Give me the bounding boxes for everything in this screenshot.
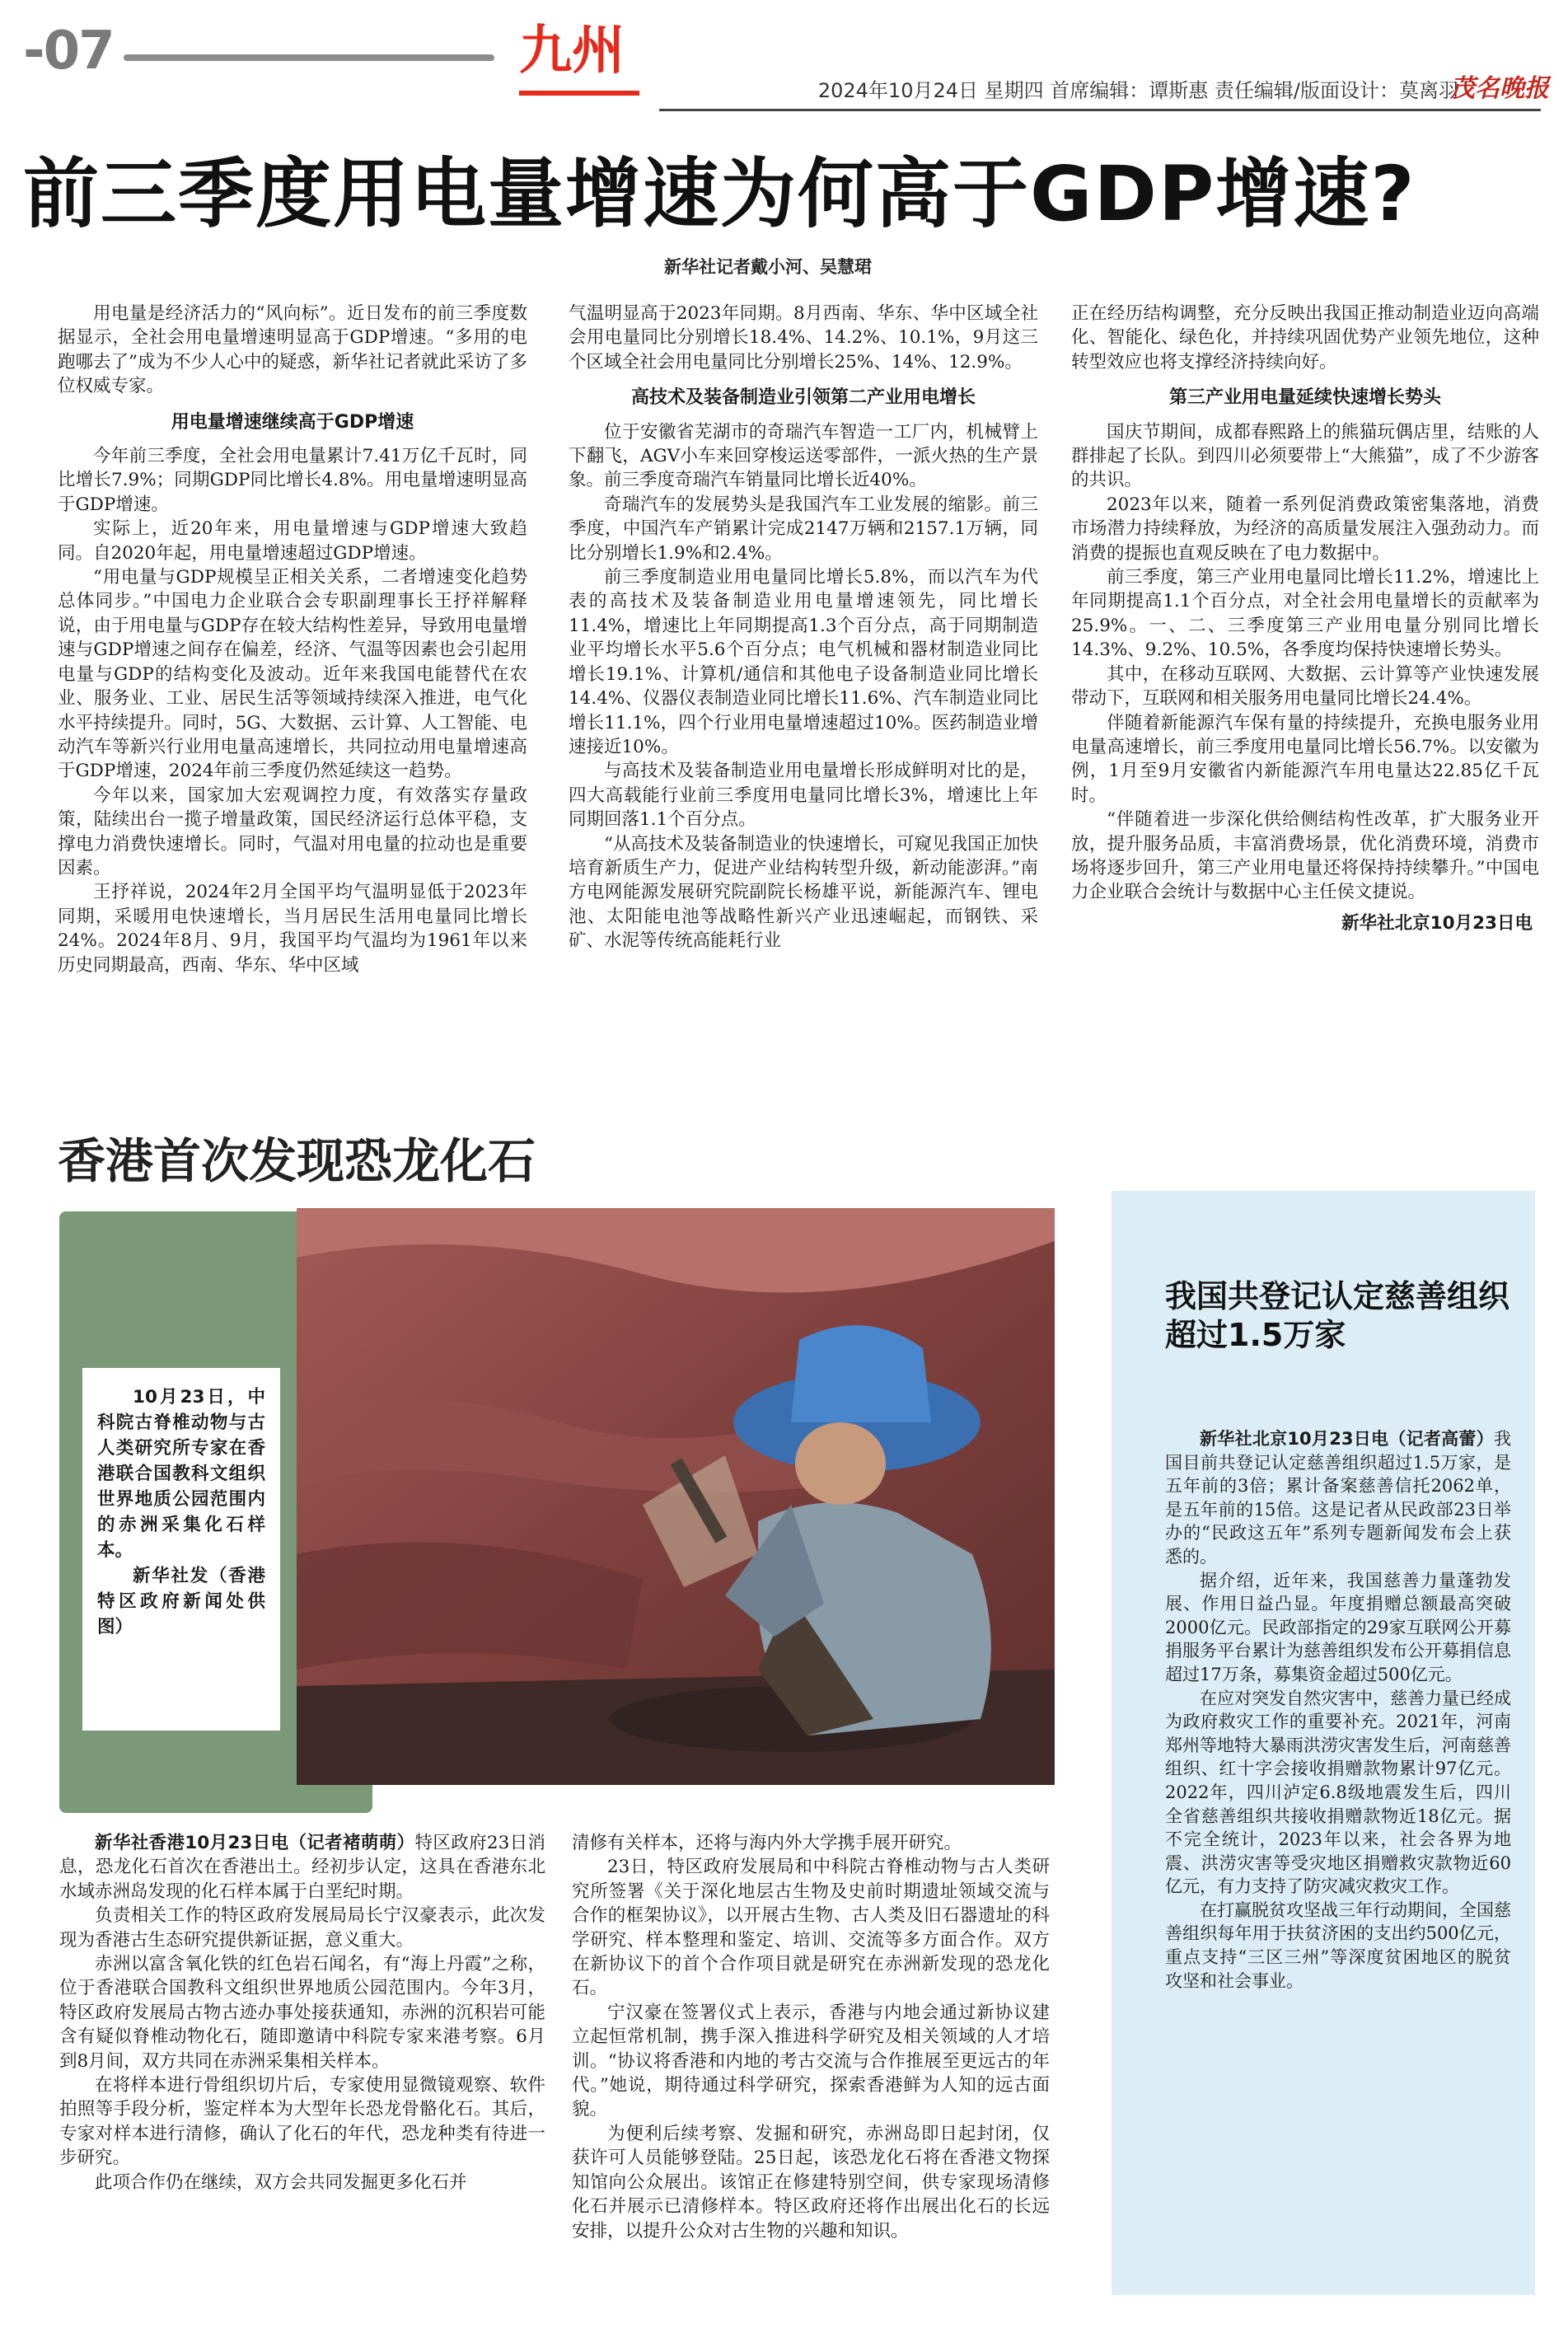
paragraph: 国庆节期间，成都春熙路上的熊猫玩偶店里，结账的人群排起了长队。到四川必须要带上“大熊猫”，成了不少游客的共识。: [1071, 421, 1539, 491]
paragraph: 伴随着新能源汽车保有量的持续提升，充换电服务业用电量高速增长，前三季度用电量同比增长56.7%。以安徽为例，1月至9月安徽省内新能源汽车用电量达22.85亿千瓦时。: [1071, 712, 1539, 806]
paragraph: 今年以来，国家加大宏观调控力度，有效落实存量政策，陆续出台一揽子增量政策，国民经济运行总体平稳，支撑电力消费快速增长。同时，气温对用电量的拉动也是重要因素。: [58, 785, 527, 878]
article3-paragraph: 在应对突发自然灾害中，慈善力量已经成为政府救灾工作的重要补充。2021年，河南郑州等地特大暴雨洪涝灾害发生后，河南慈善组织、红十字会接收捐赠款物累计97亿元。2022年，四川泸定6.8级地震发生后，四川全省慈善组织共接收捐赠款物近18亿元。据不完全统计，2023年以来，社会各界为地震、洪涝灾害等受灾地区捐赠救灾款物近60亿元，有力支持了防灾减灾救灾工作。: [1165, 1688, 1511, 1897]
article2-paragraph: 此项合作仍在继续，双方会共同发掘更多化石并: [95, 2171, 467, 2193]
article1-col2: [569, 302, 1038, 1060]
masthead-logo: 茂名晚报: [1450, 74, 1549, 103]
paragraph: 正在经历结构调整，充分反映出我国正推动制造业迈向高端化、智能化、绿色化，并持续巩固优势产业领先地位，这种转型效应也将支撑经济持续向好。: [1071, 303, 1539, 372]
paragraph: 前三季度，第三产业用电量同比增长11.2%，增速比上年同期提高1.1个百分点，对全社会用电量增长的贡献率为25.9%。一、二、三季度第三产业用电量分别同比增长14.3%、9.2%、10.5%，各季度均保持快速增长势头。: [1071, 567, 1539, 661]
section-label-text: 九州: [519, 20, 625, 82]
article1-col3: [1071, 302, 1539, 1060]
paragraph: 奇瑞汽车的发展势头是我国汽车工业发展的缩影。前三季度，中国汽车产销累计完成2147万辆和2157.1万辆，同比分别增长1.9%和2.4%。: [569, 494, 1038, 564]
paragraph: 为便利后续考察、发掘和研究，赤洲岛即日起封闭，仅获许可人员能够登陆。25日起，该恐龙化石将在香港文物探知馆向公众展出。该馆正在修建特别空间，供专家现场清修化石并展示已清修样本。特区政府还将作出展出化石的长远安排，以提升公众对古生物的兴趣和知识。: [572, 2123, 1050, 2241]
paragraph: 王抒祥说，2024年2月全国平均气温明显低于2023年同期，采暖用电快速增长，当月居民生活用电量同比增长24%。2024年8月、9月，我国平均气温均为1961年以来历史同期最高，西南、华东、华中区域: [58, 882, 527, 976]
paragraph: 气温明显高于2023年同期。8月西南、华东、华中区域全社会用电量同比分别增长18.4%、14.2%、10.1%，9月这三个区域全社会用电量同比分别增长25%、14%、12.9%。: [569, 303, 1038, 372]
article3-headline: 我国共登记认定慈善组织超过1.5万家: [1165, 1278, 1510, 1353]
paragraph: 宁汉豪在签署仪式上表示，香港与内地会通过新协议建立起恒常机制，携手深入推进科学研究及相关领域的人才培训。“协议将香港和内地的考古交流与合作推展至更远古的年代。”她说，期待通过科学研究，探索香港鲜为人知的远古面貌。: [572, 2002, 1050, 2120]
article1-col1: [58, 302, 527, 1060]
article3-paragraph: 据介绍，近年来，我国慈善力量蓬勃发展、作用日益凸显。年度捐赠总额最高突破2000亿元。民政部指定的29家互联网公开募捐服务平台累计为慈善组织发布公开募捐信息超过17万条，募集资金超过500亿元。: [1165, 1570, 1511, 1684]
caption-credit: 新华社发（香港特区政府新闻处供图）: [97, 1566, 265, 1637]
paragraph: 今年前三季度，全社会用电量累计7.41万亿千瓦时，同比增长7.9%；同期GDP同比增长4.8%。用电量增速明显高于GDP增速。: [58, 446, 527, 515]
article3-paragraph: 在打赢脱贫攻坚战三年行动期间，全国慈善组织每年用于扶贫济困的支出约500亿元，重点支持“三区三州”等深度贫困地区的脱贫攻坚和社会事业。: [1165, 1899, 1511, 1991]
article2-col1: [59, 1831, 545, 2317]
article2-lead-paragraph: [59, 1831, 545, 1904]
paragraph: 清修有关样本，还将与海内外大学携手展开研究。: [572, 1833, 962, 1853]
article1-byline: 新华社记者戴小河、吴慧珺: [664, 257, 872, 277]
photo-scientist-rock-icon: [297, 1208, 1055, 1785]
article2-paragraph: 在将样本进行骨组织切片后，专家使用显微镜观察、软件拍照等手段分析，鉴定样本为大型年长恐龙骨骼化石。其后，专家对样本进行清修，确认了化石的年代，恐龙种类有待进一步研究。: [59, 2075, 545, 2169]
header-rule: [124, 54, 494, 61]
dateline-signature: 新华社北京10月23日电: [1341, 912, 1533, 934]
subheading: 第三产业用电量延续快速增长势头: [1168, 387, 1441, 409]
section-label: [519, 20, 639, 107]
article2-dateline: 新华社香港10月23日电（记者褚萌萌）: [95, 1833, 415, 1853]
article3-lead-paragraph: [1165, 1427, 1511, 1569]
article2-col2: [572, 1831, 1050, 2317]
article2-paragraph: 负责相关工作的特区政府发展局局长宁汉豪表示，此次发现为香港古生态研究提供新证据，意义重大。: [59, 1905, 545, 1951]
paragraph: “伴随着进一步深化供给侧结构性改革，扩大服务业开放，提升服务品质，丰富消费场景，优化消费环境，消费市场将逐步回升，第三产业用电量还将保持持续攀升。”中国电力企业联合会统计与数据中心主任侯文捷说。: [1071, 809, 1539, 903]
paragraph: “从高技术及装备制造业的快速增长，可窥见我国正加快培育新质生产力，促进产业结构转型升级，新动能澎湃。”南方电网能源发展研究院副院长杨雄平说，新能源汽车、锂电池、太阳能电池等战略性新兴产业迅速崛起，而钢铁、采矿、水泥等传统高能耗行业: [569, 833, 1038, 952]
article2-headline: 香港首次发现恐龙化石: [58, 1133, 536, 1189]
article2-paragraph: 赤洲以富含氧化铁的红色岩石闻名，有“海上丹霞”之称，位于香港联合国教科文组织世界地质公园范围内。今年3月，特区政府发展局古物古迹办事处接获通知，赤洲的沉积岩可能含有疑似脊椎动物化石，随即邀请中科院专家来港考察。6月到8月间，双方共同在赤洲采集相关样本。: [59, 1954, 545, 2072]
subheading: 高技术及装备制造业引领第二产业用电增长: [630, 387, 976, 409]
article1-headline: 前三季度用电量增速为何高于GDP增速?: [23, 150, 1416, 238]
header-meta: 2024年10月24日 星期四 首席编辑：谭斯惠 责任编辑/版面设计：莫离羽: [817, 79, 1458, 102]
paragraph: “用电量与GDP规模呈正相关关系，二者增速变化趋势总体同步。”中国电力企业联合会专职副理事长王抒祥解释说，由于用电量与GDP存在较大结构性差异，导致用电量增速与GDP增速之间存在偏差，经济、气温等因素也会引起用电量与GDP的结构变化及波动。近年来我国电能替代在农业、服务业、工业、居民生活等领域持续深入推进，电气化水平持续提升。同时，5G、大数据、云计算、人工智能、电动汽车等新兴行业用电量高速增长，共同拉动用电量增速高于GDP增速，2024年前三季度仍然延续这一趋势。: [58, 567, 527, 782]
paragraph: 位于安徽省芜湖市的奇瑞汽车智造一工厂内，机械臂上下翻飞，AGV小车来回穿梭运送零部件，一派火热的生产景象。前三季度奇瑞汽车销量同比增长近40%。: [569, 421, 1038, 491]
subheading: 用电量增速继续高于GDP增速: [171, 411, 414, 433]
paragraph: 2023年以来，随着一系列促消费政策密集落地，消费市场潜力持续释放，为经济的高质量发展注入强劲动力。而消费的提振也直观反映在了电力数据中。: [1071, 494, 1539, 564]
article2-lead-text: 特区政府23日消息，恐龙化石首次在香港出土。经初步认定，这具在香港东北水域赤洲岛发现的化石样本属于白垩纪时期。: [59, 1833, 545, 1902]
paragraph: 前三季度制造业用电量同比增长5.8%，而以汽车为代表的高技术及装备制造业用电量增速领先，同比增长11.4%，增速比上年同期提高1.3个百分点，高于同期制造业平均增长水平5.6个百分点；电气机械和器材制造业同比增长19.1%、计算机/通信和其他电子设备制造业同比增长14.4%、仪器仪表制造业同比增长11.6%、汽车制造业同比增长11.1%，四个行业用电量增速超过10%。医药制造业增速接近10%。: [569, 567, 1038, 757]
paragraph: 23日，特区政府发展局和中科院古脊椎动物与古人类研究所签署《关于深化地层古生物及史前时期遗址领域交流与合作的框架协议》，以开展古生物、古人类及旧石器遗址的科学研究、样本整理和鉴定、培训、交流等多方面合作。双方在新协议下的首个合作项目就是研究在赤洲新发现的恐龙化石。: [572, 1857, 1050, 1999]
paragraph: 用电量是经济活力的“风向标”。近日发布的前三季度数据显示，全社会用电量增速明显高于GDP增速。“多用的电跑哪去了”成为不少人心中的疑惑，新华社记者就此采访了多位权威专家。: [58, 303, 527, 397]
article3-body: [1165, 1427, 1511, 2268]
paragraph: 实际上，近20年来，用电量增速与GDP增速大致趋同。自2020年起，用电量增速超过GDP增速。: [58, 518, 527, 564]
paragraph: 其中，在移动互联网、大数据、云计算等产业快速发展带动下，互联网和相关服务用电量同比增长24.4%。: [1071, 663, 1539, 710]
paragraph: 与高技术及装备制造业用电量增长形成鲜明对比的是，四大高载能行业前三季度用电量同比增长3%，增速比上年同期回落1.1个百分点。: [569, 761, 1038, 831]
page-number: -07: [23, 21, 114, 82]
article3-lead-text: 我国目前共登记认定慈善组织超过1.5万家，是五年前的3倍；累计备案慈善信托2062单，是五年前的15倍。这是记者从民政部23日举办的“民政这五年”系列专题新闻发布会上获悉的。: [1165, 1429, 1511, 1567]
photo-caption: [82, 1368, 280, 1731]
article3-dateline: 新华社北京10月23日电（记者高蕾）: [1200, 1429, 1494, 1449]
caption-text: 10月23日，中科院古脊椎动物与古人类研究所专家在香港联合国教科文组织世界地质公园范围内的赤洲采集化石样本。: [97, 1387, 265, 1561]
fossil-photo: [297, 1208, 1055, 1785]
